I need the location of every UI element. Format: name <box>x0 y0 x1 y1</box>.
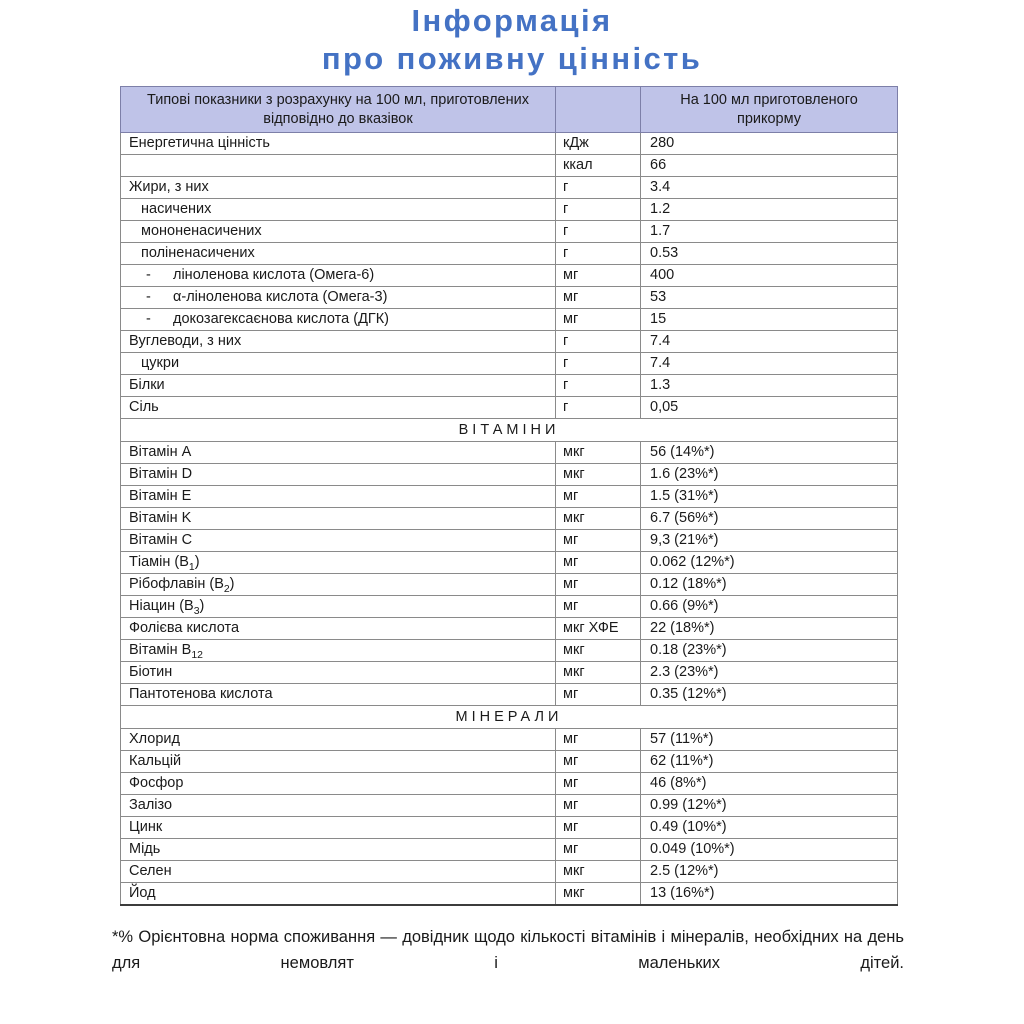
table-row <box>121 331 898 353</box>
table-row <box>121 133 898 155</box>
row-unit: мкг <box>556 508 641 530</box>
row-value: 280 <box>641 133 898 155</box>
row-value: 22 (18%*) <box>641 618 898 640</box>
table-row <box>121 397 898 419</box>
row-label <box>121 155 556 177</box>
table-row <box>121 243 898 265</box>
row-value: 0.99 (12%*) <box>641 795 898 817</box>
row-unit: г <box>556 199 641 221</box>
row-unit: мкг ХФЕ <box>556 618 641 640</box>
row-label: Біотин <box>121 662 556 684</box>
row-value: 0,05 <box>641 397 898 419</box>
row-unit: мг <box>556 486 641 508</box>
row-label: Вітамін E <box>121 486 556 508</box>
row-value: 6.7 (56%*) <box>641 508 898 530</box>
row-unit: мкг <box>556 442 641 464</box>
table-row <box>121 287 898 309</box>
table-row <box>121 221 898 243</box>
row-value: 0.049 (10%*) <box>641 839 898 861</box>
row-label: цукри <box>121 353 556 375</box>
table-row <box>121 861 898 883</box>
row-value: 53 <box>641 287 898 309</box>
row-label: Ніацин $(B_3)$ <box>121 596 556 618</box>
row-label: Фосфор <box>121 773 556 795</box>
subscript: 2 <box>223 583 230 595</box>
row-value: 9,3 (21%*) <box>641 530 898 552</box>
section-label: МІНЕРАЛИ <box>121 706 898 729</box>
row-label: Вітамін D <box>121 464 556 486</box>
row-unit: мг <box>556 596 641 618</box>
row-unit: г <box>556 177 641 199</box>
row-label: Вітамін C <box>121 530 556 552</box>
row-value: 62 (11%*) <box>641 751 898 773</box>
row-value: 1.6 (23%*) <box>641 464 898 486</box>
row-label: мононенасичених <box>121 221 556 243</box>
table-row <box>121 177 898 199</box>
header-cell-name: Типові показники з розрахунку на 100 мл, приготовлених відповідно до вказівок <box>121 87 556 133</box>
row-unit: мкг <box>556 662 641 684</box>
title-line-2: про поживну цінність <box>321 41 703 76</box>
table-row <box>121 309 898 331</box>
row-label: Енергетична цінність <box>121 133 556 155</box>
row-value: 1.7 <box>641 221 898 243</box>
row-value: 0.18 (23%*) <box>641 640 898 662</box>
row-label: Хлорид <box>121 729 556 751</box>
row-value: 0.12 (18%*) <box>641 574 898 596</box>
bullet-dash: - <box>146 311 151 327</box>
row-value: 66 <box>641 155 898 177</box>
row-value: 1.3 <box>641 375 898 397</box>
nutrition-table <box>120 86 898 906</box>
row-unit: мг <box>556 773 641 795</box>
row-value: 46 (8%*) <box>641 773 898 795</box>
row-unit: мкг <box>556 640 641 662</box>
row-label: Сіль <box>121 397 556 419</box>
row-value: 7.4 <box>641 353 898 375</box>
table-row <box>121 155 898 177</box>
table-row <box>121 486 898 508</box>
table-row <box>121 353 898 375</box>
row-value: 0.35 (12%*) <box>641 684 898 706</box>
row-unit: мг <box>556 265 641 287</box>
section-label: ВІТАМІНИ <box>121 419 898 442</box>
row-unit: мг <box>556 530 641 552</box>
table-row <box>121 508 898 530</box>
page-title <box>0 0 1024 78</box>
row-unit: г <box>556 375 641 397</box>
row-label: Залізо <box>121 795 556 817</box>
row-label: Пантотенова кислота <box>121 684 556 706</box>
row-unit: мг <box>556 751 641 773</box>
row-label: - докозагексаєнова кислота (ДГК) <box>121 309 556 331</box>
row-value: 0.49 (10%*) <box>641 817 898 839</box>
table-row <box>121 640 898 662</box>
row-unit: г <box>556 397 641 419</box>
row-unit: мг <box>556 684 641 706</box>
row-value: 3.4 <box>641 177 898 199</box>
table-row <box>121 596 898 618</box>
table-row <box>121 751 898 773</box>
row-unit: мкг <box>556 861 641 883</box>
table-row <box>121 552 898 574</box>
row-label: Вітамін A <box>121 442 556 464</box>
row-value: 0.53 <box>641 243 898 265</box>
row-value: 57 (11%*) <box>641 729 898 751</box>
table-row <box>121 773 898 795</box>
subscript: 3 <box>193 605 200 617</box>
row-label: Рібофлавін $(B_2)$ <box>121 574 556 596</box>
row-unit: мг <box>556 309 641 331</box>
table-header-row <box>121 87 898 133</box>
row-value: 1.5 (31%*) <box>641 486 898 508</box>
row-label: - ліноленова кислота (Омега-6) <box>121 265 556 287</box>
row-value: 0.062 (12%*) <box>641 552 898 574</box>
row-label: Вуглеводи, з них <box>121 331 556 353</box>
row-label: Мідь <box>121 839 556 861</box>
table-row <box>121 817 898 839</box>
row-value: 2.5 (12%*) <box>641 861 898 883</box>
row-unit: ккал <box>556 155 641 177</box>
row-unit: мг <box>556 839 641 861</box>
row-label: Жири, з них <box>121 177 556 199</box>
table-section-row <box>121 706 898 729</box>
row-unit: г <box>556 243 641 265</box>
row-label: Кальцій <box>121 751 556 773</box>
table-row <box>121 662 898 684</box>
row-label: Вітамін K <box>121 508 556 530</box>
subscript: 1 <box>188 561 195 573</box>
bullet-dash: - <box>146 289 151 305</box>
row-label: Білки <box>121 375 556 397</box>
row-label: Вітамін $B_{12}$ <box>121 640 556 662</box>
table-row <box>121 729 898 751</box>
table-row <box>121 464 898 486</box>
row-value: 2.3 (23%*) <box>641 662 898 684</box>
row-value: 1.2 <box>641 199 898 221</box>
row-label: Цинк <box>121 817 556 839</box>
nutrition-table-body <box>121 87 898 905</box>
table-row <box>121 795 898 817</box>
row-label: Селен <box>121 861 556 883</box>
row-unit: мг <box>556 795 641 817</box>
row-unit: мг <box>556 287 641 309</box>
row-unit: мг <box>556 574 641 596</box>
row-value: 400 <box>641 265 898 287</box>
row-label: Тіамін $(B_1)$ <box>121 552 556 574</box>
row-value: 56 (14%*) <box>641 442 898 464</box>
table-section-row <box>121 419 898 442</box>
row-unit: мкг <box>556 883 641 905</box>
row-unit: г <box>556 331 641 353</box>
row-unit: мг <box>556 729 641 751</box>
bullet-dash: - <box>146 267 151 283</box>
table-row <box>121 199 898 221</box>
table-row <box>121 265 898 287</box>
table-row <box>121 618 898 640</box>
row-label: насичених <box>121 199 556 221</box>
row-value: 15 <box>641 309 898 331</box>
row-label: Йод <box>121 883 556 905</box>
row-unit: кДж <box>556 133 641 155</box>
row-unit: г <box>556 353 641 375</box>
footnote: *% Орієнтовна норма споживання — довідник щодо кількості вітамінів і мінералів, необхідних на день для немовлят і маленьких дітей. <box>112 927 904 972</box>
title-line-1: Інформація <box>411 3 613 38</box>
row-unit: мг <box>556 552 641 574</box>
header-cell-value: На 100 мл приготовленого прикорму <box>641 87 898 133</box>
row-label: поліненасичених <box>121 243 556 265</box>
row-label: - α-ліноленова кислота (Омега-3) <box>121 287 556 309</box>
header-cell-unit <box>556 87 641 133</box>
row-value: 0.66 (9%*) <box>641 596 898 618</box>
table-row <box>121 839 898 861</box>
row-label: Фолієва кислота <box>121 618 556 640</box>
row-unit: мкг <box>556 464 641 486</box>
table-row <box>121 375 898 397</box>
row-unit: г <box>556 221 641 243</box>
table-row <box>121 574 898 596</box>
table-row <box>121 684 898 706</box>
row-unit: мг <box>556 817 641 839</box>
table-row <box>121 530 898 552</box>
table-row <box>121 883 898 905</box>
subscript: 12 <box>191 649 203 661</box>
row-value: 7.4 <box>641 331 898 353</box>
table-row <box>121 442 898 464</box>
row-value: 13 (16%*) <box>641 883 898 905</box>
